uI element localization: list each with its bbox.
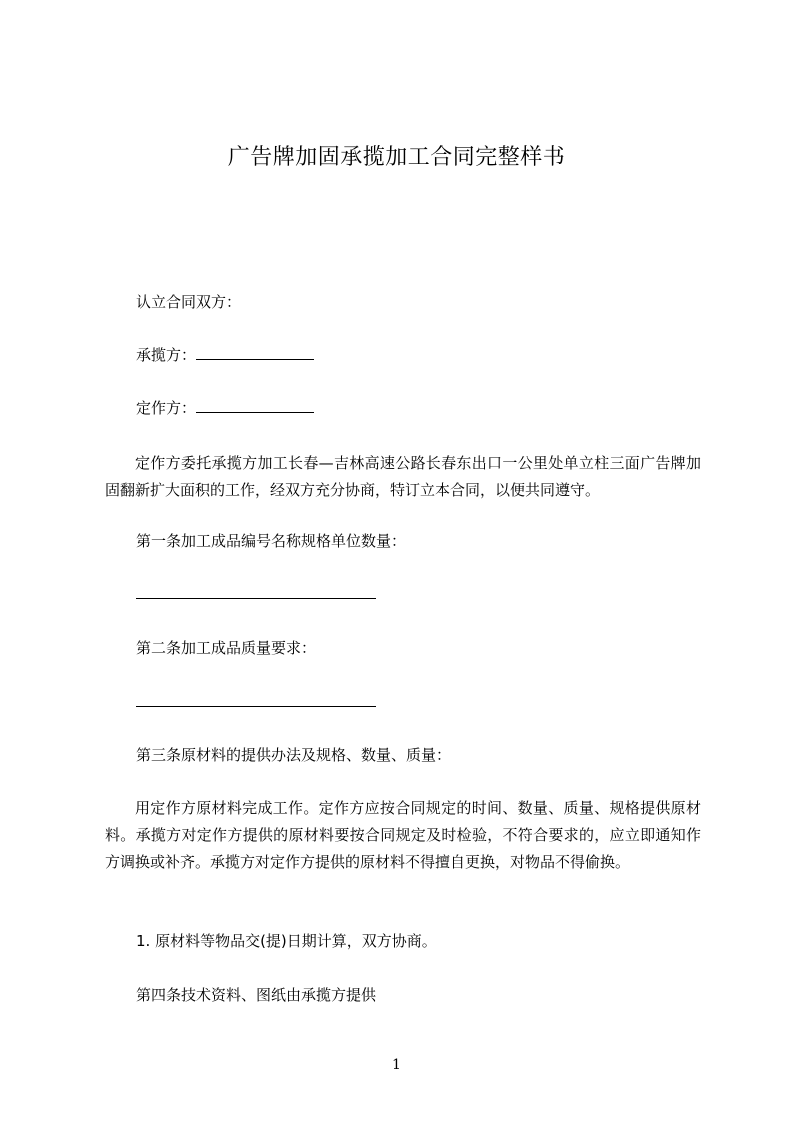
article-2-heading: 第二条加工成品质量要求： (136, 639, 317, 657)
orderer-line (136, 398, 314, 418)
page-number: 1 (392, 1057, 401, 1073)
document-title: 广告牌加固承揽加工合同完整样书 (227, 145, 566, 170)
article-1-blank (136, 598, 376, 599)
orderer-blank (196, 398, 314, 413)
orderer-label: 定作方： (136, 399, 197, 417)
intro-paragraph: 定作方委托承揽方加工长春—吉林高速公路长春东出口一公里处单立柱三面广告牌加固翻新扩大面积的工作，经双方充分协商，特订立本合同，以便共同遵守。 (105, 454, 701, 499)
contractor-line (136, 345, 314, 365)
article-4-heading: 第四条技术资料、图纸由承揽方提供 (136, 986, 377, 1004)
article-3-paragraph: 用定作方原材料完成工作。定作方应按合同规定的时间、数量、质量、规格提供原材料。承揽方对定作方提供的原材料要按合同规定及时检验，不符合要求的，应立即通知作方调换或补齐。承揽方对定作方提供的原材料不得擅自更换，对物品不得偷换。 (105, 799, 701, 871)
article-3-heading: 第三条原材料的提供办法及规格、数量、质量： (136, 746, 452, 764)
article-1-heading: 第一条加工成品编号名称规格单位数量： (136, 532, 407, 550)
parties-intro: 认立合同双方： (136, 293, 242, 311)
article-2-blank (136, 706, 376, 707)
contractor-label: 承揽方： (136, 346, 197, 364)
article-3-item-1: 1. 原材料等物品交(提)日期计算，双方协商。 (136, 932, 437, 950)
contractor-blank (196, 345, 314, 360)
